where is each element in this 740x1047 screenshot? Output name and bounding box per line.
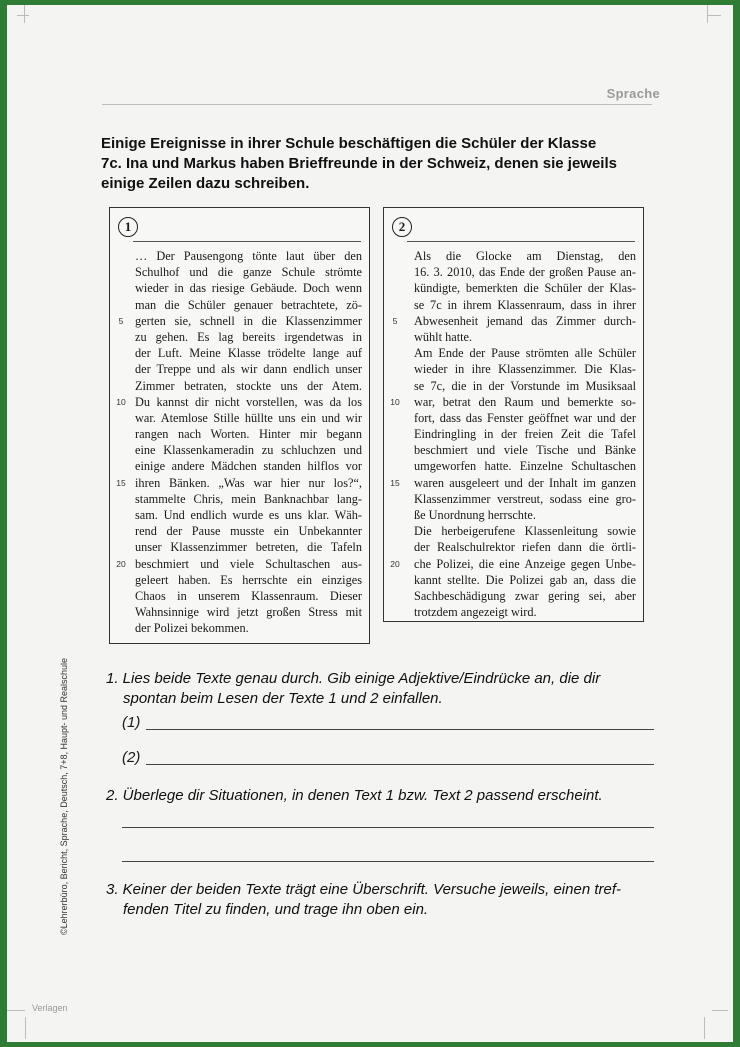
crop-mark	[712, 1010, 728, 1011]
text-line	[384, 572, 643, 588]
line-text: Sachbeschädigung zwar gering sei, aber	[414, 588, 636, 603]
line-text: geleert haben. Es herrschte ein einziges	[135, 572, 362, 587]
line-text: sam. Und endlich wurde es uns klar. Wäh-	[135, 508, 362, 522]
section-header: Sprache	[606, 86, 660, 101]
intro-line: einige Zeilen dazu schreiben.	[101, 175, 310, 192]
line-number: 5	[392, 315, 398, 326]
intro-line: Einige Ereignisse in ihrer Schule beschäftigen die Schüler der Klasse	[101, 135, 597, 152]
line-text: Als die Glocke am Dienstag, den	[414, 249, 636, 263]
text-line	[384, 507, 643, 523]
line-text: beschmiert und viele Tische und Bänke	[414, 443, 636, 458]
answer-label: (1)	[122, 714, 141, 731]
text-line	[110, 458, 369, 474]
line-number: 20	[116, 558, 126, 569]
text-line	[384, 491, 643, 507]
line-text: fort, dass das Fenster geöffnet war und der	[414, 410, 636, 425]
text-line	[110, 620, 369, 636]
text-line	[384, 329, 643, 345]
text-line	[110, 378, 369, 394]
text-line	[384, 378, 643, 394]
text-line	[110, 345, 369, 361]
text-line	[110, 280, 369, 296]
text-1-body	[110, 248, 369, 637]
text-line	[384, 297, 643, 313]
crop-mark	[25, 1017, 26, 1039]
line-number: 5	[118, 315, 124, 326]
line-text: trotzdem angezeigt wird.	[414, 605, 537, 620]
text-line	[384, 588, 643, 604]
text-line	[384, 394, 643, 410]
line-text: rend der Pause musste ein Unbekannter	[135, 524, 362, 539]
copyright-note: ©Lehrerbüro, Bericht, Sprache, Deutsch, 7+8, Haupt- und Realschule	[59, 657, 69, 935]
line-text: war. Atemlose Stille hüllte uns ein und wir	[135, 410, 362, 425]
text-line	[384, 556, 643, 572]
text-line	[110, 361, 369, 377]
line-text: wühlt hatte.	[414, 329, 473, 344]
line-text: waren ausgeleert und der Inhalt im ganzen	[414, 475, 636, 490]
line-text: der Polizei bekommen.	[135, 621, 249, 636]
task-2: 2. Überlege dir Situationen, in denen Text 1 bzw. Text 2 passend erscheint.	[106, 787, 603, 804]
intro-line: 7c. Ina und Markus haben Brieffreunde in der Schweiz, denen sie jeweils	[101, 155, 617, 172]
answer-label: (2)	[122, 749, 141, 766]
text-line	[110, 507, 369, 523]
text-line	[110, 491, 369, 507]
line-text: Chaos in unserem Klassenraum. Dieser	[135, 588, 362, 603]
publisher-mark: Verlagen	[32, 1003, 68, 1013]
text-line	[110, 248, 369, 264]
text-line	[110, 297, 369, 313]
line-text: kündigte, bemerkten die Schüler der Klas-	[414, 281, 636, 296]
line-number: 15	[116, 477, 126, 488]
line-text: se 7c in ihrem Klassenraum, dass in ihrer	[414, 297, 636, 312]
line-text: stammelte Chris, mein Banknachbar lang-	[135, 491, 362, 506]
text-2-body	[384, 248, 643, 620]
text-line	[110, 556, 369, 572]
text-line	[384, 264, 643, 280]
text-line	[110, 588, 369, 604]
line-text: man die Schüler genauer betrachtete, zö-	[135, 297, 362, 312]
line-text: Wahnsinnige wird jetzt großen Stress mit	[135, 605, 362, 620]
line-text: der Luft. Meine Klasse trödelte lange auf	[135, 346, 362, 361]
header-divider	[102, 104, 652, 105]
text-box-2	[383, 207, 644, 622]
crop-mark	[707, 5, 708, 23]
text-line	[110, 410, 369, 426]
line-number: 10	[116, 396, 126, 407]
task-3-line: fenden Titel zu finden, und trage ihn oben ein.	[123, 901, 429, 918]
title-line	[133, 241, 361, 242]
answer-line-1[interactable]	[122, 713, 654, 733]
line-text: ihren Bänken. „Was war hier nur los?“,	[135, 475, 362, 490]
line-text: … Der Pausengong tönte laut über den	[135, 249, 362, 263]
line-number: 20	[390, 558, 400, 569]
text-line	[384, 523, 643, 539]
line-text: ße Unordnung herrschte.	[414, 508, 536, 522]
text-line	[384, 280, 643, 296]
line-text: Klassenzimmer verstreut, sodass eine gro-	[414, 491, 636, 506]
line-text: Schulhof und die ganze Schule strömte	[135, 265, 362, 280]
task-1-line: 1. Lies beide Texte genau durch. Gib einige Adjektive/Eindrücke an, die dir	[106, 670, 601, 687]
text-line	[384, 410, 643, 426]
line-text: rangen nach Worten. Hinter mir begann	[135, 427, 362, 442]
text-line	[110, 572, 369, 588]
task-1-line: spontan beim Lesen der Texte 1 und 2 einfallen.	[123, 690, 443, 707]
answer-line-2[interactable]	[122, 748, 654, 768]
line-text: unser Klassenzimmer betreten, die Tafeln	[135, 540, 362, 555]
text-line	[110, 426, 369, 442]
text-line	[110, 604, 369, 620]
text-line	[110, 442, 369, 458]
line-text: Du kannst dir nicht vorstellen, was da los	[135, 394, 362, 409]
text-line	[110, 394, 369, 410]
text-line	[384, 604, 643, 620]
text-line	[384, 426, 643, 442]
text-line	[384, 539, 643, 555]
text-number-badge: 1	[118, 217, 138, 237]
line-text: beschmiert und viele Schultaschen aus-	[135, 556, 362, 571]
line-text: 16. 3. 2010, das Ende der großen Pause an-	[414, 265, 636, 280]
text-line	[110, 329, 369, 345]
task-3	[106, 880, 662, 920]
text-line	[384, 248, 643, 264]
text-number-badge: 2	[392, 217, 412, 237]
crop-mark	[24, 5, 25, 23]
line-text: eine Klassenkameradin zu schluchzen und	[135, 443, 362, 458]
writing-line[interactable]	[122, 861, 654, 862]
line-text: gerten sie, schnell in die Klassenzimmer	[135, 313, 362, 328]
text-line	[110, 313, 369, 329]
task-3-line: 3. Keiner der beiden Texte trägt eine Überschrift. Versuche jeweils, einen tref-	[106, 881, 621, 898]
writing-line[interactable]	[146, 729, 654, 730]
line-text: Am Ende der Pause strömten alle Schüler	[414, 346, 636, 361]
line-number: 15	[390, 477, 400, 488]
crop-mark	[704, 1017, 705, 1039]
line-text: der Treppe und als wir dann endlich unser	[135, 362, 362, 377]
text-line	[384, 313, 643, 329]
crop-mark	[707, 15, 721, 16]
line-text: einige andere Mädchen standen hilflos vor	[135, 459, 362, 474]
line-text: der Realschulrektor riefen dann die örtli-	[414, 540, 636, 555]
title-line	[407, 241, 635, 242]
text-line	[384, 442, 643, 458]
text-line	[384, 458, 643, 474]
line-text: umgeworfen hatte. Einzelne Schultaschen	[414, 459, 636, 474]
text-line	[110, 523, 369, 539]
line-text: zu gehen. Es lag bereits irgendetwas in	[135, 329, 362, 344]
writing-line[interactable]	[122, 827, 654, 828]
line-text: kannt stellte. Die Polizei gab an, dass die	[414, 572, 636, 587]
text-line	[384, 475, 643, 491]
line-text: Abwesenheit jemand das Zimmer durch-	[414, 313, 636, 328]
text-box-1	[109, 207, 370, 644]
task-1	[106, 669, 662, 709]
text-line	[384, 345, 643, 361]
text-line	[110, 475, 369, 491]
text-line	[110, 539, 369, 555]
line-text: wieder in ihre Klassenzimmer. Die Klas-	[414, 362, 636, 377]
line-text: Zimmer betraten, stockte uns der Atem.	[135, 378, 362, 393]
line-text: Die herbeigerufene Klassenleitung sowie	[414, 524, 636, 539]
writing-line[interactable]	[146, 764, 654, 765]
line-text: Eindringling in der freien Zeit die Tafel	[414, 427, 636, 442]
crop-mark	[17, 15, 29, 16]
intro-paragraph	[101, 134, 655, 194]
crop-mark	[7, 1010, 25, 1011]
line-text: che Polizei, die eine Anzeige gegen Unbe-	[414, 556, 636, 571]
line-number: 10	[390, 396, 400, 407]
line-text: war, betrat den Raum und bemerkte so-	[414, 394, 636, 409]
text-line	[384, 361, 643, 377]
line-text: se 7c, die in der Vorstunde im Musiksaal	[414, 378, 636, 393]
text-line	[110, 264, 369, 280]
line-text: wieder in das riesige Gebäude. Doch wenn	[135, 281, 362, 296]
